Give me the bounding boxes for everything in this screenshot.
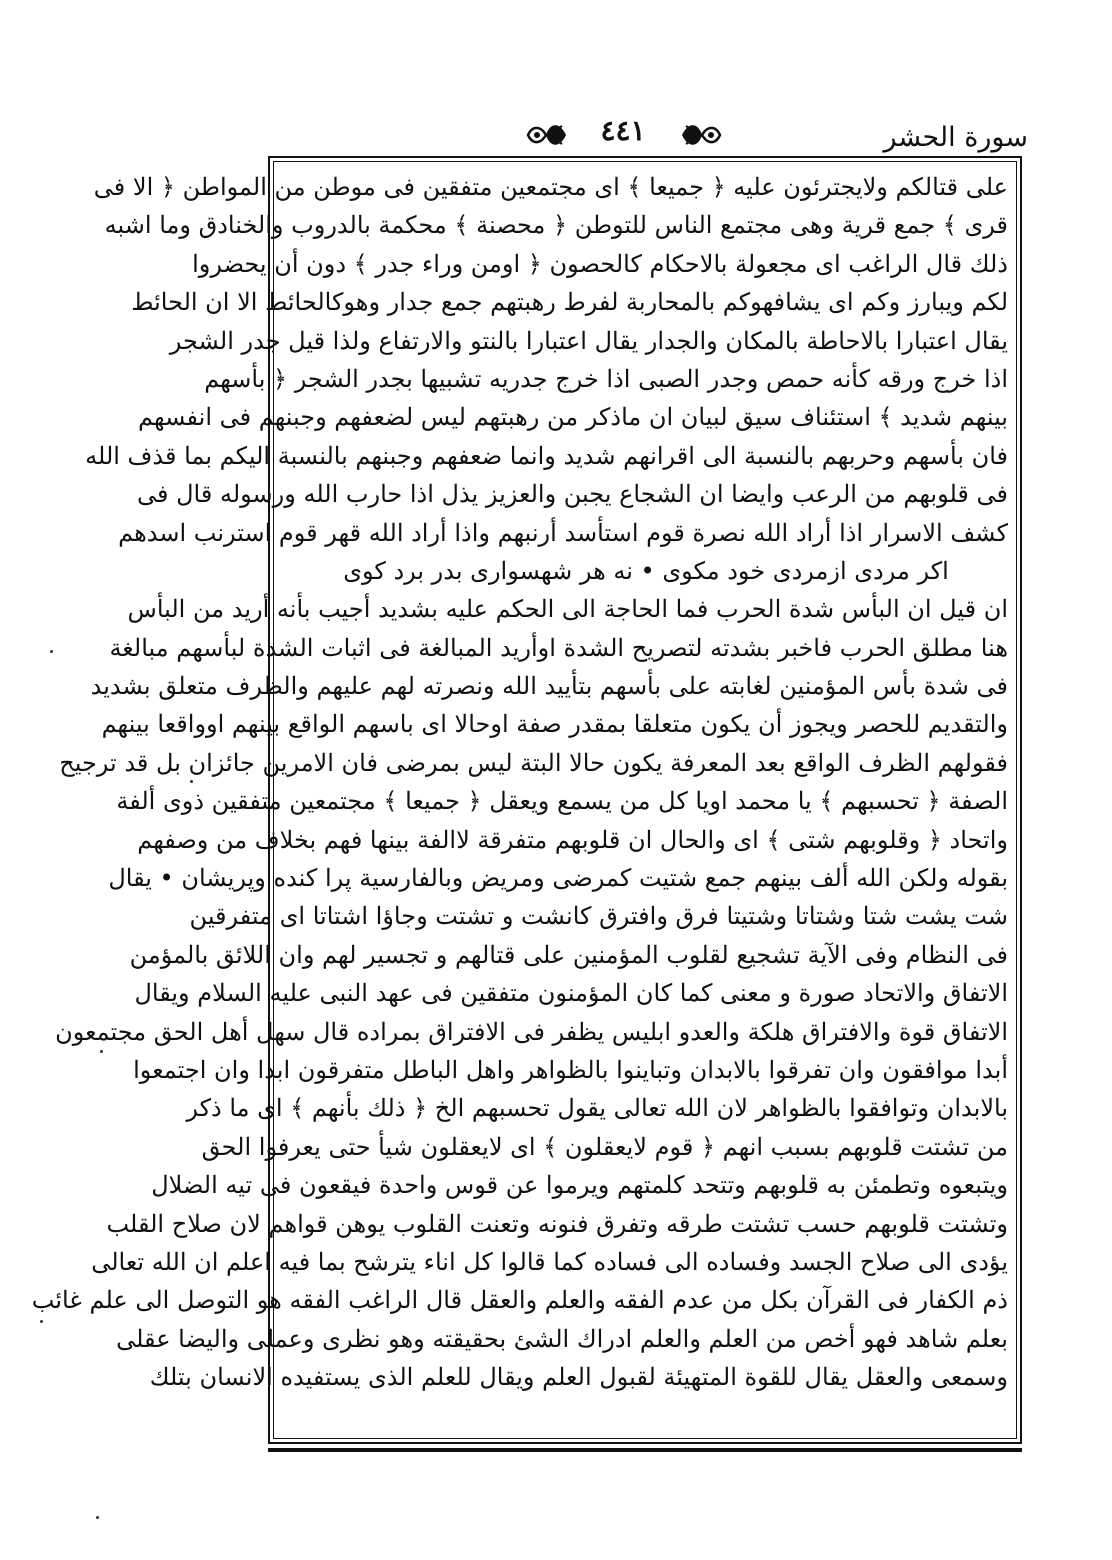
text-line: بعلم شاهد فهو أخص من العلم والعلم ادراك الشئ بحقيقته وهو نظرى وعملى واليضا عقلى [116,1324,1008,1353]
text-line: كشف الاسرار اذا أراد الله نصرة قوم استأسد أرنبهم واذا أراد الله قهر قوم استرنب اسدهم [118,518,1008,547]
scan-speckles [10,620,260,1520]
text-line: ويتبعوه وتطمئن به قلوبهم وتتحد كلمتهم ويرموا عن قوس واحدة فيقعون فى تيه الضلال [151,1171,1008,1200]
text-line: ذلك قال الراغب اى مجعولة بالاحكام كالحصون ﴿ اومن وراء جدر ﴾ دون أن يحضروا [192,249,1008,278]
speckle [40,1320,43,1323]
text-line: الصفة ﴿ تحسبهم ﴾ يا محمد اويا كل من يسمع ويعقل ﴿ جميعا ﴾ مجتمعين متفقين ذوى ألفة [116,787,1008,816]
text-line: يقال اعتبارا بالاحاطة بالمكان والجدار يقال اعتبارا بالنتو والارتفاع ولذا قيل جدر الشجر [169,326,1008,355]
text-line: لكم ويبارز وكم اى يشافهوكم بالمحاربة لفرط رهبتهم جمع جدار وهوكالحائط الا ان الحائط [131,288,1008,317]
text-line: بالابدان وتوافقوا بالظواهر لان الله تعالى يقول تحسبهم الخ ﴿ ذلك بأنهم ﴾ اى ما ذكر [186,1094,1008,1123]
text-line: يؤدى الى صلاح الجسد وفساده الى فساده كما قالوا كل اناء يترشح بما فيه اعلم ان الله تعالى [91,1247,1008,1276]
text-line: فى النظام وفى الآية تشجيع لقلوب المؤمنين على قتالهم و تجسير لهم وان اللائق بالمؤمن [129,940,1008,969]
text-line: بقوله ولكن الله ألف بينهم جمع شتيت كمرضى ومريض وبالفارسية پرا كنده وپريشان • يقال [108,864,1008,893]
text-line: من تشتت قلوبهم بسبب انهم ﴿ قوم لايعقلون ﴾ اى لايعقلون شيأ حتى يعرفوا الحق [201,1132,1008,1161]
text-line: شت يشت شتا وشتاتا وشتيتا فرق وافترق كانشت و تشتت وجاؤا اشتاتا اى متفرقين [189,902,1008,931]
page-number: ٤٤١ [600,114,646,147]
text-line: فى قلوبهم من الرعب وايضا ان الشجاع يجبن والعزيز يذل اذا حارب الله ورسوله قال فى [137,480,1008,509]
page-header [268,108,1028,158]
floral-ornament-icon [678,118,724,152]
text-line: واتحاد ﴿ وقلوبهم شتى ﴾ اى والحال ان قلوبهم متفرقة لاالفة بينها فهم بخلاف من وصفهم [137,825,1008,854]
text-line: أبدا موافقون وان تفرقوا بالابدان وتباينوا بالظواهر واهل الباطل متفرقون ابدا وان اجتمعوا [133,1055,1008,1084]
text-line: فى شدة بأس المؤمنين لغابته على بأسهم بتأييد الله ونصرته لهم عليهم والظرف متعلق بشديد [90,672,1008,701]
commentary-text [31,168,1008,1397]
text-line: وتشتت قلوبهم حسب تشتت طرقه وتفرق فنونه وتعنت القلوب يوهن قواهم لان صلاح القلب [106,1209,1008,1238]
speckle [100,1050,103,1053]
text-line: والتقديم للحصر ويجوز أن يكون متعلقا بمقدر صفة اوحالا اى باسهم الواقع بينهم اوواقعا بينهم [101,710,1008,739]
text-line: وسمعى والعقل يقال للقوة المتهيئة لقبول العلم ويقال للعلم الذى يستفيده الانسان بتلك [149,1363,1008,1392]
text-line: على قتالكم ولايجترئون عليه ﴿ جميعا ﴾ اى مجتمعين متفقين فى موطن من المواطن ﴿ الا فى [93,173,1008,201]
persian-verse-line: اكر مردى ازمردى خود مكوى • نه هر شهسوارى بدر برد كوى [343,556,949,585]
surah-title: سورة الحشر [883,122,1028,153]
text-line: فان بأسهم وحربهم بالنسبة الى اقرانهم شديد وانما ضعفهم وجبنهم بالنسبة اليكم بما قذف الله [85,441,1008,470]
text-line: هنا مطلق الحرب فاخبر بشدته لتصريح الشدة اوأريد المبالغة فى اثبات الشدة لبأسهم مبالغة [109,633,1008,662]
text-line: فقولهم الظرف الواقع بعد المعرفة يكون حالا البتة ليس بمرضى فان الامرين جائزان بل قد ترجيح [59,748,1008,777]
text-line: بينهم شديد ﴾ استئناف سيق لبيان ان ماذكر من رهبتهم ليس لضعفهم وجبنهم فى انفسهم [138,403,1008,432]
text-line: ذم الكفار فى القرآن بكل من عدم الفقه والعلم والعقل قال الراغب الفقه هو التوصل الى علم غائب [31,1286,1008,1315]
text-line: الاتفاق والاتحاد صورة و معنى كما كان المؤمنون متفقين فى عهد النبى عليه السلام ويقال [134,979,1008,1008]
floral-ornament-icon [524,118,570,152]
text-line: ان قيل ان البأس شدة الحرب فما الحاجة الى الحكم عليه بشديد أجيب بأنه أريد من البأس [127,595,1008,624]
text-line: اذا خرج ورقه كأنه حمص وجدر الصبى اذا خرج جدريه تشبيها بجدر الشجر ﴿ بأسهم [204,364,1008,393]
speckle [96,1516,99,1519]
text-line: الاتفاق قوة والافتراق هلكة والعدو ابليس يظفر فى الافتراق بمراده قال سهل أهل الحق مجتمعون [55,1017,1008,1046]
speckle [190,780,193,783]
speckle [50,650,53,653]
text-line: قرى ﴾ جمع قرية وهى مجتمع الناس للتوطن ﴿ محصنة ﴾ محكمة بالدروب والخنادق وما اشبه [104,211,1008,240]
